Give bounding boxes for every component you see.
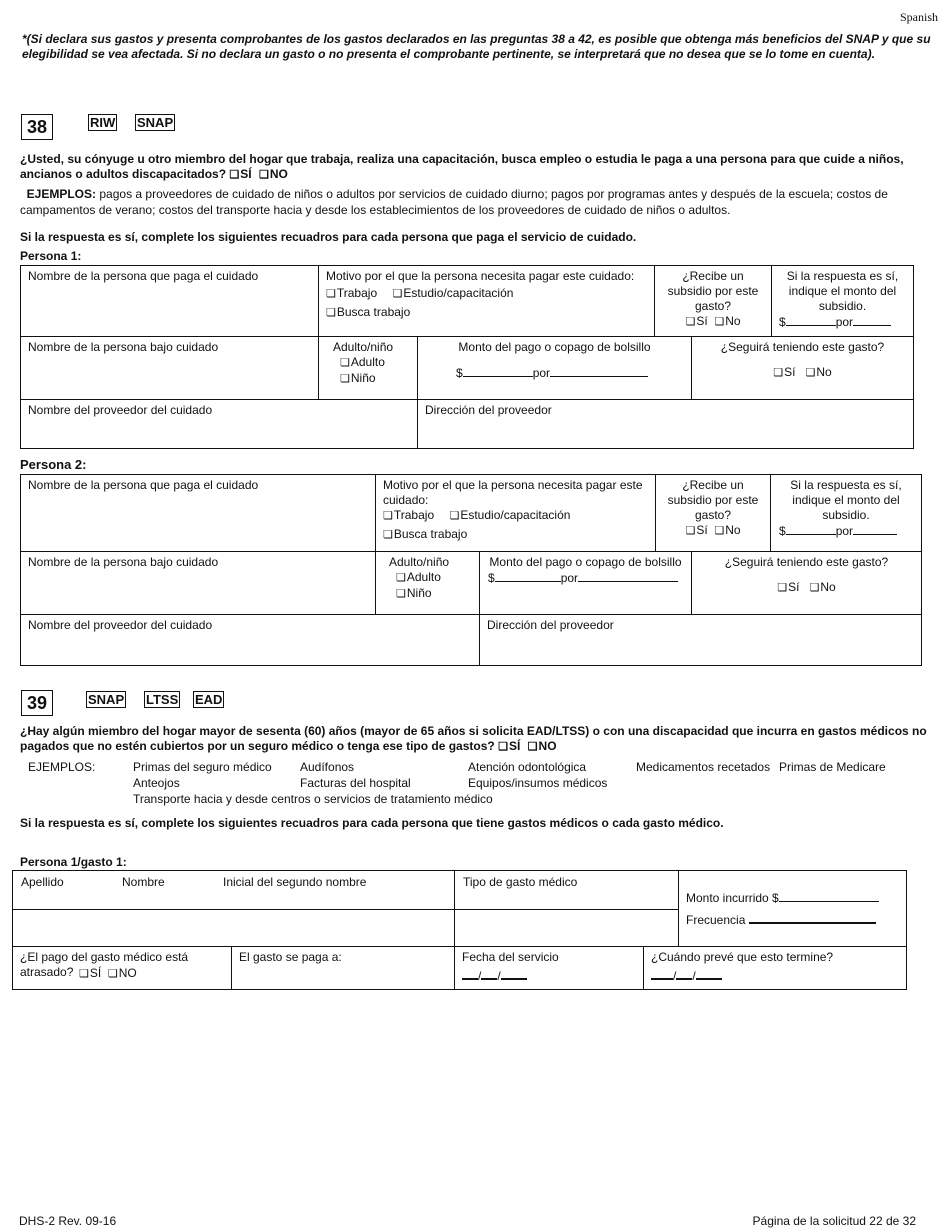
program-tag-ead: EAD	[195, 692, 223, 707]
q38-yes-checkbox[interactable]	[229, 167, 251, 181]
p2-payment-per: por	[560, 571, 579, 585]
p2-job-search-checkbox[interactable]	[383, 527, 467, 541]
p2-adult-child	[375, 551, 480, 615]
expense1-name-field[interactable]	[12, 870, 455, 947]
p1-payer-name-field[interactable]	[20, 265, 319, 337]
p1-payer-name-label: Nombre de la persona que paga el cuidado	[28, 269, 259, 283]
q39-yes-label: SÍ	[508, 739, 521, 753]
p1-adult-child	[318, 336, 418, 400]
q39-example-1: Primas del seguro médico	[133, 760, 272, 774]
program-tag-snap-39: SNAP	[88, 692, 125, 707]
p2-reason-label: Motivo por el que la persona necesita pagar este cuidado:	[383, 478, 643, 507]
expense1-last-name-label: Apellido	[21, 875, 64, 889]
q38-examples-text: pagos a proveedores de cuidado de niños o adultos por servicios de cuidado diurno; pagos por programas antes y después de la escuela; costos de campamentos de verano; costos del transporte hacia y desde los establecimientos de los proveedores de cuidado de niños o adultos.	[20, 187, 888, 217]
p2-payment-field[interactable]	[479, 551, 692, 615]
p2-child-checkbox[interactable]	[396, 586, 432, 600]
q39-instruction: Si la respuesta es sí, complete los siguientes recuadros para cada persona que tiene gastos médicos o cada gasto médico.	[20, 816, 724, 830]
program-tag-ltss: LTSS	[146, 692, 179, 707]
q38-examples-label: EJEMPLOS:	[26, 187, 97, 201]
p1-continue-q	[691, 336, 914, 400]
expense1-name-divider	[13, 909, 454, 910]
p2-provider-name-label: Nombre del proveedor del cuidado	[28, 618, 213, 632]
expense1-frequency	[686, 911, 876, 927]
q39-example-5: Primas de Medicare	[779, 760, 886, 774]
p1-child-checkbox[interactable]	[340, 371, 376, 385]
expense1-amount-label: Monto incurrido $	[686, 891, 779, 905]
p2-work-label: Trabajo	[393, 508, 435, 522]
p1-subsidy-amount-label: Si la respuesta es sí, indique el monto del subsidio.	[786, 269, 899, 313]
p1-adult-label: Adulto	[350, 355, 385, 369]
p1-subsidy-per: por	[835, 315, 854, 329]
expense1-type-label: Tipo de gasto médico	[463, 875, 578, 889]
p2-subsidy-amount-label: Si la respuesta es sí, indique el monto del subsidio.	[790, 478, 902, 522]
p2-adult-child-label: Adulto/niño	[389, 555, 450, 569]
p2-study-label: Estudio/capacitación	[460, 508, 571, 522]
language-label: Spanish	[899, 10, 938, 24]
p1-payment-per: por	[532, 366, 551, 380]
p1-label: Persona 1:	[20, 249, 82, 263]
q38-question	[20, 152, 932, 183]
p1-work-label: Trabajo	[336, 286, 378, 300]
p2-subsidy-no-checkbox[interactable]	[714, 523, 740, 537]
p1-subsidy-no-label: No	[725, 314, 741, 328]
expense1-overdue-yes-label: SÍ	[89, 966, 102, 980]
q39-example-3: Atención odontológica	[468, 760, 587, 774]
p1-reason-label: Motivo por el que la persona necesita pagar este cuidado:	[326, 269, 635, 283]
p1-continue-no-checkbox[interactable]	[806, 365, 832, 379]
program-tag-snap: SNAP	[137, 115, 174, 130]
expense1-service-date-label: Fecha del servicio	[462, 950, 559, 964]
expense1-overdue-no-checkbox[interactable]	[108, 966, 137, 980]
expense1-label: Persona 1/gasto 1:	[20, 855, 127, 869]
q38-yes-label: SÍ	[240, 167, 252, 181]
p2-provider-name-field[interactable]	[20, 614, 480, 666]
expense1-frequency-label: Frecuencia	[686, 913, 746, 927]
expense1-end-date-field[interactable]: ¿Cuándo prevé que esto termine? / /	[643, 946, 907, 990]
p2-payer-name-label: Nombre de la persona que paga el cuidado	[28, 478, 259, 492]
p1-provider-address-label: Dirección del proveedor	[425, 403, 552, 417]
p2-study-checkbox[interactable]	[449, 508, 570, 522]
p1-reason-field	[318, 265, 655, 337]
p1-study-checkbox[interactable]	[392, 286, 513, 300]
p1-payment-label: Monto del pago o copago de bolsillo	[458, 340, 651, 354]
p1-care-name-field[interactable]	[20, 336, 319, 400]
q39-example-7: Facturas del hospital	[300, 776, 411, 790]
p1-child-label: Niño	[350, 371, 376, 385]
p1-continue-q-label: ¿Seguirá teniendo este gasto?	[720, 340, 885, 354]
q38-question-text: ¿Usted, su cónyuge u otro miembro del hogar que trabaja, realiza una capacitación, busca empleo o estudia le paga a una persona para que cuide a niños, ancianos o adultos discapacitados?	[20, 152, 904, 181]
p1-provider-address-field[interactable]	[417, 399, 914, 449]
q39-example-4: Medicamentos recetados	[636, 760, 771, 774]
expense1-overdue-no-label: NO	[118, 966, 137, 980]
p2-continue-no-label: No	[820, 580, 836, 594]
expense1-overdue-options	[79, 966, 137, 980]
p1-subsidy-dollar: $	[779, 315, 786, 329]
p2-reason-field	[375, 474, 656, 552]
expense1-first-name-label: Nombre	[122, 875, 165, 889]
program-tag-riw: RIW	[90, 115, 116, 130]
p2-job-search-label: Busca trabajo	[393, 527, 468, 541]
page-number: Página de la solicitud 22 de 32	[752, 1214, 916, 1228]
p1-continue-yes-checkbox[interactable]	[773, 365, 795, 379]
p2-adult-checkbox[interactable]	[396, 570, 441, 584]
q39-yes-checkbox[interactable]	[498, 739, 520, 753]
expense1-service-date-field[interactable]: Fecha del servicio / /	[454, 946, 644, 990]
expense1-type-divider	[455, 909, 678, 910]
p2-care-name-field[interactable]	[20, 551, 376, 615]
p2-provider-address-field[interactable]	[479, 614, 922, 666]
q39-example-2: Audífonos	[300, 760, 355, 774]
expense1-overdue-label: ¿El pago del gasto médico está atrasado?	[20, 950, 189, 979]
expense1-paid-to-field[interactable]	[231, 946, 455, 990]
p1-adult-checkbox[interactable]	[340, 355, 385, 369]
q38-no-label: NO	[269, 167, 288, 181]
p1-provider-name-field[interactable]	[20, 399, 418, 449]
p1-study-label: Estudio/capacitación	[403, 286, 514, 300]
q38-examples	[20, 186, 932, 218]
p2-label: Persona 2:	[20, 457, 87, 472]
p2-subsidy-amount-field[interactable]	[770, 474, 922, 552]
question-number-39: 39	[21, 690, 53, 716]
q38-instruction: Si la respuesta es sí, complete los siguientes recuadros para cada persona que paga el servicio de cuidado.	[20, 230, 637, 244]
p2-provider-address-label: Dirección del proveedor	[487, 618, 614, 632]
p2-payment-label: Monto del pago o copago de bolsillo	[489, 555, 682, 569]
p1-subsidy-q	[654, 265, 772, 337]
p1-work-checkbox[interactable]	[326, 286, 377, 300]
p1-provider-name-label: Nombre del proveedor del cuidado	[28, 403, 213, 417]
p2-subsidy-no-label: No	[725, 523, 741, 537]
p1-subsidy-q-label: ¿Recibe un subsidio por este gasto?	[667, 269, 759, 313]
p2-continue-yes-label: Sí	[788, 580, 800, 594]
p2-subsidy-yes-checkbox[interactable]	[685, 523, 707, 537]
p1-care-name-label: Nombre de la persona bajo cuidado	[28, 340, 219, 354]
p2-subsidy-q-label: ¿Recibe un subsidio por este gasto?	[667, 478, 759, 522]
p2-continue-q	[691, 551, 922, 615]
p2-work-checkbox[interactable]	[383, 508, 434, 522]
q39-examples-label: EJEMPLOS:	[28, 760, 96, 774]
p2-subsidy-per: por	[835, 524, 854, 538]
form-id: DHS-2 Rev. 09-16	[19, 1214, 117, 1228]
p1-payment-dollar: $	[456, 366, 463, 380]
p1-continue-no-label: No	[816, 365, 832, 379]
expense1-amount	[686, 890, 879, 905]
expense1-type-field[interactable]	[454, 870, 679, 947]
p2-continue-q-label: ¿Seguirá teniendo este gasto?	[724, 555, 889, 569]
p1-subsidy-amount-field[interactable]	[771, 265, 914, 337]
p2-payment-dollar: $	[488, 571, 495, 585]
p2-continue-yes-checkbox[interactable]	[777, 580, 799, 594]
p1-job-search-label: Busca trabajo	[336, 305, 411, 319]
q39-example-8: Equipos/insumos médicos	[468, 776, 608, 790]
q39-example-6: Anteojos	[133, 776, 180, 790]
q39-example-9: Transporte hacia y desde centros o servicios de tratamiento médico	[133, 792, 493, 806]
p1-payment-field[interactable]	[417, 336, 692, 400]
q39-no-label: NO	[538, 739, 557, 753]
p2-continue-no-checkbox[interactable]	[810, 580, 836, 594]
p1-subsidy-yes-label: Sí	[696, 314, 708, 328]
expense1-middle-initial-label: Inicial del segundo nombre	[223, 875, 367, 889]
p2-child-label: Niño	[406, 586, 432, 600]
expense1-overdue-yes-checkbox[interactable]	[79, 966, 101, 980]
notice-text: *(Si declara sus gastos y presenta comprobantes de los gastos declarados en las preguntas 38 a 42, es posible que obtenga más beneficios del SNAP y que su elegibilidad se vea afectada. Si no declara un gasto o no presenta el comprobante pertinente, se interpretará que no desea que se lo tome en cuenta).	[22, 32, 931, 61]
p1-continue-yes-label: Sí	[784, 365, 796, 379]
p2-payer-name-field[interactable]	[20, 474, 376, 552]
q39-question-text: ¿Hay algún miembro del hogar mayor de sesenta (60) años (mayor de 65 años si solicita EAD/LTSS) o con una discapacidad que incurra en gastos médicos no pagados que no estén cubiertos por un seguro médico o tenga ese tipo de gastos?	[20, 724, 927, 753]
p2-subsidy-yes-label: Sí	[696, 523, 708, 537]
p1-job-search-checkbox[interactable]	[326, 305, 410, 319]
p1-subsidy-yes-checkbox[interactable]	[685, 314, 707, 328]
q38-no-checkbox[interactable]	[259, 167, 288, 181]
p2-care-name-label: Nombre de la persona bajo cuidado	[28, 555, 219, 569]
expense1-end-date-label: ¿Cuándo prevé que esto termine?	[651, 950, 834, 964]
p2-subsidy-q	[655, 474, 771, 552]
expense1-paid-to-label: El gasto se paga a:	[239, 950, 342, 964]
p1-subsidy-no-checkbox[interactable]	[714, 314, 740, 328]
p2-adult-label: Adulto	[406, 570, 441, 584]
p2-subsidy-dollar: $	[779, 524, 786, 538]
q39-question	[20, 724, 932, 755]
expense1-amount-field[interactable]	[678, 870, 907, 947]
q39-no-checkbox[interactable]	[528, 739, 557, 753]
p1-adult-child-label: Adulto/niño	[333, 340, 394, 354]
question-number-38: 38	[21, 114, 53, 140]
